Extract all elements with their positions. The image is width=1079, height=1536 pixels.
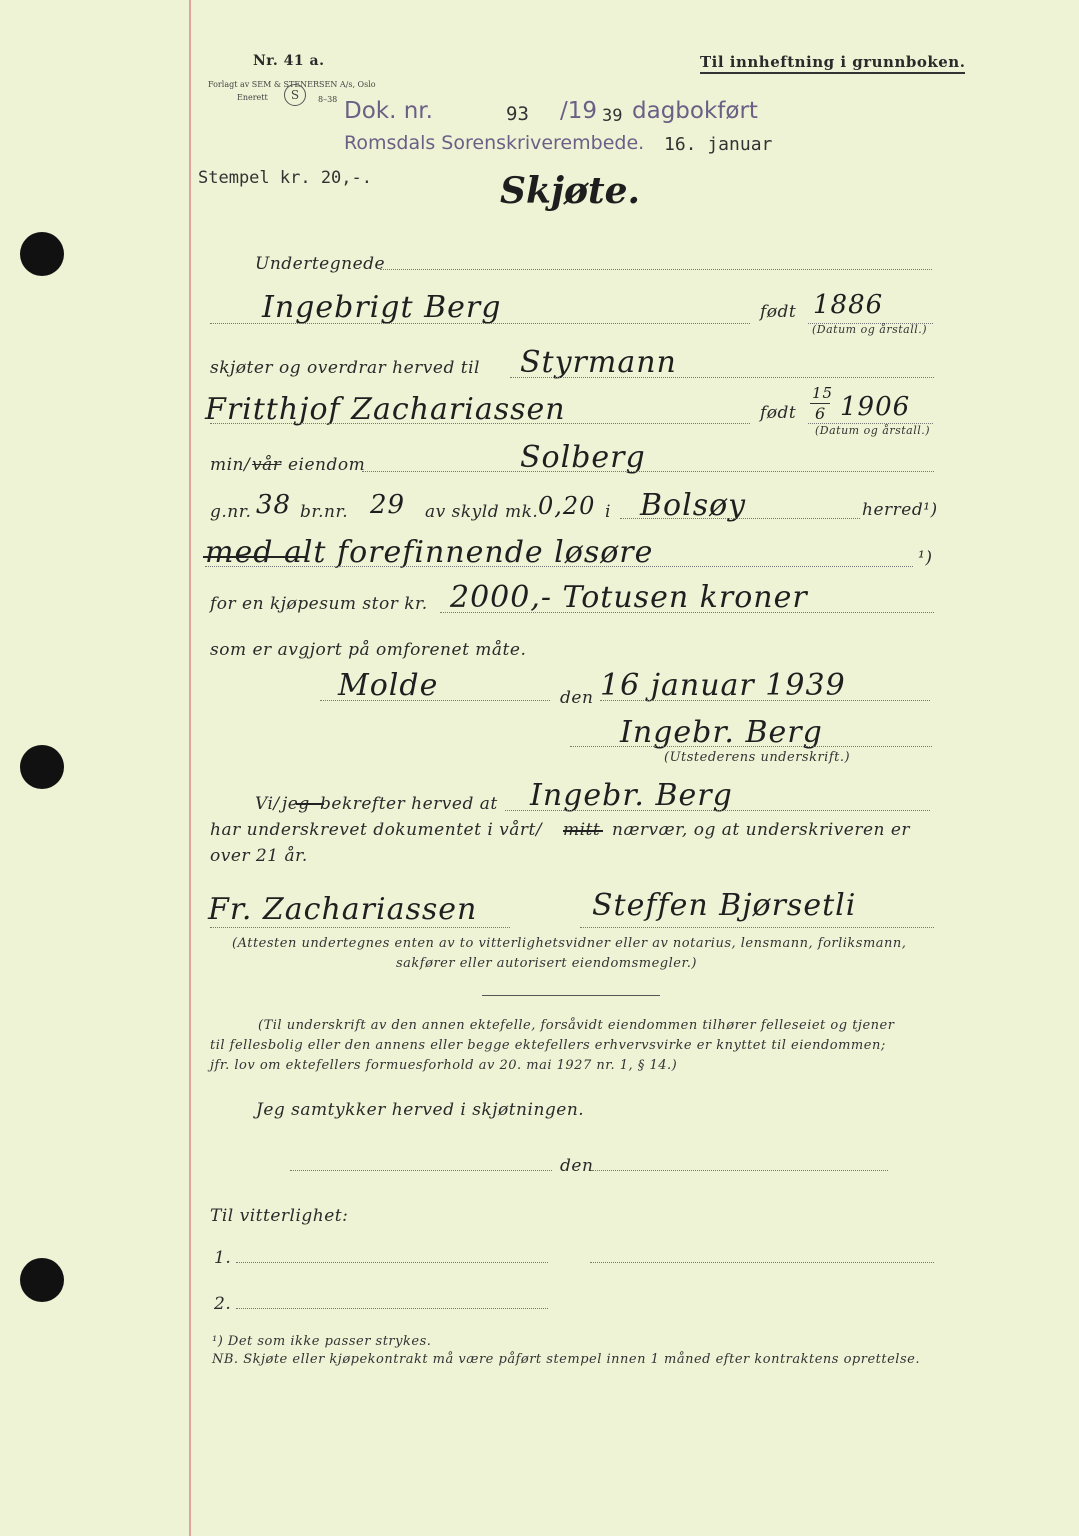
buyer-born-year: 1906	[840, 392, 911, 422]
undertegnede-line	[380, 269, 932, 270]
document-title: Skjøte.	[500, 170, 641, 212]
witness-intro-vi: Vi/	[255, 794, 280, 814]
undertegnede-label: Undertegnede	[255, 254, 386, 274]
spouse-note-3: jfr. lov om ektefellers formuesforhold av 20. mai 1927 nr. 1, § 14.)	[210, 1058, 678, 1073]
attest-note-2: sakfører eller autorisert eiendomsmegler.)	[396, 956, 697, 971]
witnessed-line	[505, 810, 930, 811]
vitterlighet-label: Til vitterlighet:	[210, 1206, 349, 1226]
seller-fodt-label: født	[760, 302, 797, 322]
form-number: Nr. 41 a.	[253, 53, 325, 69]
witness-slot-2-line	[236, 1308, 548, 1309]
stamp-dagbokfort: dagbokført	[632, 98, 758, 124]
witness2-line	[580, 927, 934, 928]
separator-rule	[482, 995, 660, 996]
footnote-nb: NB. Skjøte eller kjøpekontrakt må være påført stempel innen 1 måned efter kontraktens oprettelse.	[212, 1352, 920, 1367]
stamp-year: 39	[602, 106, 623, 126]
publisher-code: 8–38	[318, 95, 338, 104]
seller-name: Ingebrigt Berg	[262, 290, 502, 325]
stamp-dok-number: 93	[506, 103, 529, 125]
witness-slot-2: 2.	[214, 1294, 232, 1314]
consent-text: Jeg samtykker herved i skjøtningen.	[256, 1100, 585, 1120]
witness-line2-mitt: mitt	[563, 820, 601, 840]
witness1-line	[210, 927, 510, 928]
eiendom-line	[362, 471, 934, 472]
eiendom-label-min: min/	[210, 455, 251, 475]
buyer-name: Fritthjof Zachariassen	[205, 392, 566, 427]
binding-note: Til innheftning i grunnboken.	[700, 53, 965, 74]
punch-hole-top	[20, 232, 64, 276]
transfer-line	[510, 377, 934, 378]
place-line	[320, 700, 550, 701]
witness-line2-c: nærvær, og at underskriveren er	[612, 820, 911, 840]
den-label: den	[560, 688, 594, 708]
consent-den-label: den	[560, 1156, 594, 1176]
stamp-office: Romsdals Sorenskriverembede.	[344, 132, 645, 154]
consent-date-line	[592, 1170, 888, 1171]
footnote-mark: ¹)	[918, 548, 933, 568]
datum-note-2: (Datum og årstall.)	[815, 424, 931, 437]
witness-line2-a: har underskrevet dokumentet i vårt/	[210, 820, 543, 840]
extra-line: med alt forefinnende løsøre	[205, 535, 654, 570]
herred-line	[620, 518, 860, 519]
datum-note-1: (Datum og årstall.)	[812, 323, 928, 336]
brnr-value: 29	[370, 490, 406, 520]
stamp-dok-label: Dok. nr.	[344, 98, 433, 124]
brnr-label: br.nr.	[300, 502, 349, 522]
stamp-year-prefix: /19	[560, 98, 598, 124]
sign-date: 16 januar 1939	[600, 668, 846, 703]
seller-sig-label: (Utstederens underskrift.)	[664, 750, 851, 765]
witness-intro-jeg: jeg	[282, 794, 310, 814]
buyer-born-month: 6	[815, 404, 827, 423]
strike-herred	[203, 556, 307, 558]
witnessed-signature: Ingebr. Berg	[530, 778, 733, 813]
witness1-signature: Fr. Zachariassen	[208, 892, 478, 927]
price-value: 2000,- Totusen kroner	[450, 580, 808, 615]
settled-text: som er avgjort på omforenet måte.	[210, 640, 527, 660]
consent-place-line	[290, 1170, 552, 1171]
strike-mitt	[563, 830, 603, 832]
seller-signature: Ingebr. Berg	[620, 715, 823, 750]
seller-line	[210, 323, 750, 324]
skyld-value: 0,20	[538, 492, 596, 520]
stamp-duty: Stempel kr. 20,-.	[198, 168, 372, 188]
witness-line3: over 21 år.	[210, 846, 308, 866]
eiendom-label: eiendom	[288, 455, 366, 475]
witness-slot-1: 1.	[214, 1248, 232, 1268]
buyer-line	[210, 423, 750, 424]
eiendom-label-var: vår	[252, 455, 282, 475]
buyer-title: Styrmann	[520, 345, 677, 380]
gnr-value: 38	[256, 490, 292, 520]
herred-label: herred¹)	[862, 500, 938, 520]
witness-intro-text: bekrefter herved at	[320, 794, 498, 814]
herred-value: Bolsøy	[640, 488, 747, 523]
price-label: for en kjøpesum stor kr.	[210, 594, 428, 614]
witness-slot-1-line-a	[236, 1262, 548, 1263]
signature-line	[570, 746, 932, 747]
footnote-1: ¹) Det som ikke passer strykes.	[212, 1334, 432, 1349]
spouse-note-1: (Til underskrift av den annen ektefelle, forsåvidt eiendommen tilhører felleseiet og tjener	[258, 1018, 895, 1033]
skyld-label: av skyld mk.	[425, 502, 539, 522]
extra-dotted	[205, 566, 913, 567]
publisher-line1: Forlagt av SEM & STENERSEN A/s, Oslo	[208, 80, 376, 89]
punch-hole-bottom	[20, 1258, 64, 1302]
attest-note-1: (Attesten undertegnes enten av to vitterlighetsvidner eller av notarius, lensmann, forliksmann,	[232, 936, 907, 951]
publisher-logo-icon: S	[284, 84, 306, 106]
seller-born: 1886	[813, 290, 884, 320]
witness2-signature: Steffen Bjørsetli	[592, 888, 857, 923]
date-line	[600, 700, 930, 701]
margin-rule	[189, 0, 191, 1536]
property-name: Solberg	[520, 440, 646, 475]
buyer-fodt-label: født	[760, 403, 797, 423]
stamp-date: 16. januar	[664, 134, 773, 155]
buyer-born-day: 15	[812, 384, 834, 402]
gnr-label: g.nr.	[210, 502, 252, 522]
price-line	[440, 612, 934, 613]
spouse-note-2: til fellesbolig eller den annens eller begge ektefellers erhvervsvirke er knyttet til eiendommen;	[210, 1038, 886, 1053]
transfer-label: skjøter og overdrar herved til	[210, 358, 480, 378]
punch-hole-middle	[20, 745, 64, 789]
publisher-line2: Enerett	[237, 93, 268, 102]
witness-slot-1-line-b	[590, 1262, 934, 1263]
sign-place: Molde	[338, 668, 439, 703]
i-label: i	[605, 502, 611, 522]
